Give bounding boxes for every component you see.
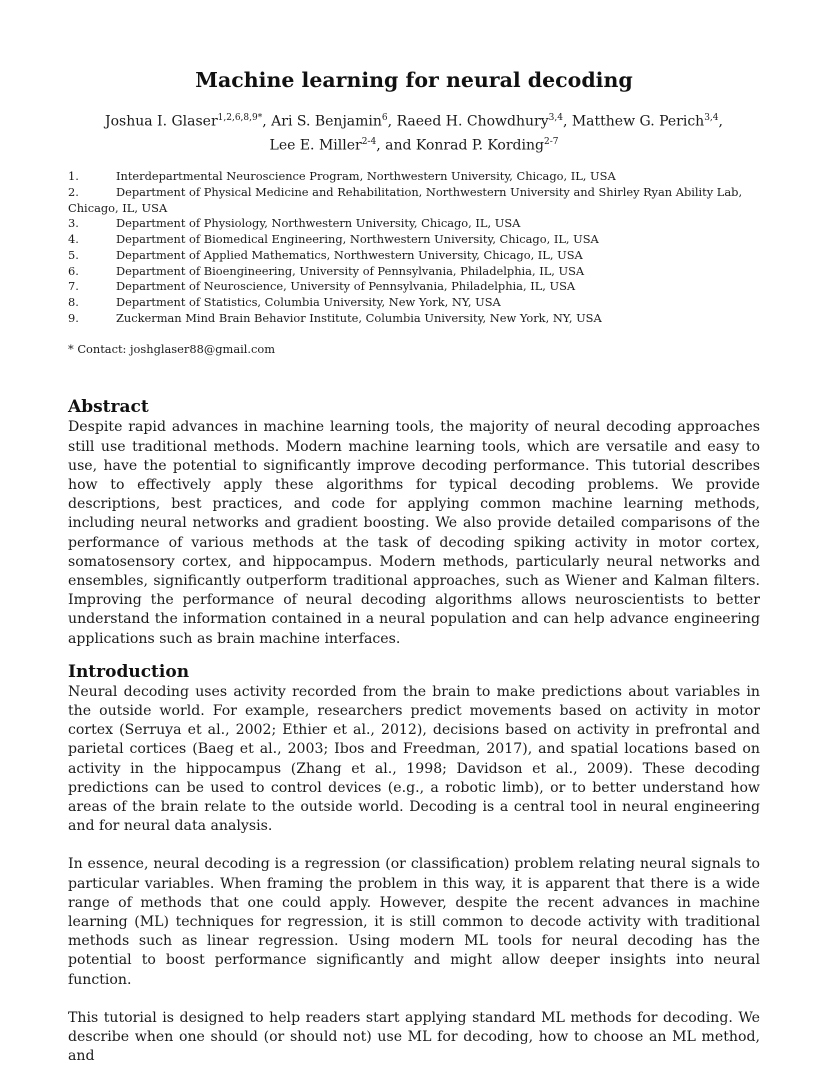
- affiliation-item: [68, 185, 760, 216]
- affiliation-text: Department of Applied Mathematics, Northwestern University, Chicago, IL, USA: [116, 247, 583, 262]
- affiliation-text: Interdepartmental Neuroscience Program, Northwestern University, Chicago, IL, USA: [116, 169, 616, 184]
- author-affiliation-marks: 2-4: [361, 136, 377, 147]
- author-affiliation-marks: 3,4: [704, 113, 719, 123]
- affiliation-item: [68, 311, 760, 327]
- author-separator: ,: [562, 113, 572, 130]
- paper-page: [68, 66, 760, 1066]
- affiliation-number: 6.: [68, 263, 79, 278]
- affiliation-text: Department of Biomedical Engineering, Northwestern University, Chicago, IL, USA: [116, 232, 599, 247]
- affiliation-number: 5.: [68, 247, 79, 262]
- affiliation-item: [68, 169, 760, 185]
- author-line-1: [68, 108, 760, 132]
- affiliation-item: [68, 264, 760, 280]
- author-separator: , and: [376, 137, 416, 154]
- author-separator: ,: [718, 113, 723, 130]
- affiliation-number: 4.: [68, 232, 79, 247]
- contact-email: * Contact: joshglaser88@gmail.com: [68, 342, 276, 357]
- affiliation-number: 7.: [68, 279, 79, 294]
- affiliation-item: [68, 279, 760, 295]
- author-affiliation-marks: 2-7: [543, 136, 559, 147]
- affiliation-item: [68, 232, 760, 248]
- author-affiliation-marks: 6: [381, 113, 388, 123]
- affiliation-text: Department of Statistics, Columbia University, New York, NY, USA: [116, 294, 501, 309]
- affiliation-number: 2.: [68, 185, 79, 200]
- affiliation-number: 9.: [68, 310, 79, 325]
- affiliation-text: Department of Bioengineering, University of Pennsylvania, Philadelphia, IL, USA: [116, 263, 585, 278]
- affiliation-number: 8.: [68, 294, 79, 309]
- author-line-2: [68, 132, 760, 156]
- affiliation-item: [68, 248, 760, 264]
- affiliation-number: 1.: [68, 169, 79, 184]
- abstract-text: Despite rapid advances in machine learning tools, the majority of neural decoding approaches still use traditional methods. Modern machine learning tools, which are versatile and easy to use, have the potential to significantly improve decoding performance. This tutorial describes how to effectively apply these algorithms for typical decoding problems. We provide descriptions, best practices, and code for applying common machine learning methods, including neural networks and gradient boosting. We also provide detailed comparisons of the performance of various methods at the task of decoding spiking activity in motor cortex, somatosensory cortex, and hippocampus. Modern methods, particularly neural networks and ensembles, significantly outperform traditional approaches, such as Wiener and Kalman filters. Improving the performance of neural decoding algorithms allows neuroscientists to better understand the information contained in a neural population and can help advance engineering applications such as brain machine interfaces.: [68, 419, 760, 647]
- intro-paragraph: This tutorial is designed to help readers start applying standard ML methods for decoding. We describe when one should (or should not) use ML for decoding, how to choose an ML method, and: [68, 1009, 760, 1065]
- affiliation-list: [68, 169, 760, 326]
- affiliation-item: [68, 295, 760, 311]
- author-separator: ,: [387, 113, 397, 130]
- author-affiliation-marks: 1,2,6,8,9*: [217, 113, 263, 123]
- author-affiliation-marks: 3,4: [548, 113, 563, 123]
- affiliation-text: Department of Physiology, Northwestern University, Chicago, IL, USA: [116, 216, 521, 231]
- author-name: Joshua I. Glaser: [105, 113, 218, 130]
- affiliation-number: 3.: [68, 216, 79, 231]
- introduction-heading: Introduction: [68, 661, 190, 682]
- intro-paragraph: Neural decoding uses activity recorded from the brain to make predictions about variables in the outside world. For example, researchers predict movements based on activity in motor cortex (Serruya et al., 2002; Ethier et al., 2012), decisions based on activity in prefrontal and parietal cortices (Baeg et al., 2003; Ibos and Freedman, 2017), and spatial locations based on activity in the hippocampus (Zhang et al., 1998; Davidson et al., 2009). These decoding predictions can be used to control devices (e.g., a robotic limb), or to better understand how areas of the brain relate to the outside world. Decoding is a central tool in neural engineering and for neural data analysis.: [68, 683, 760, 835]
- author-name: Raeed H. Chowdhury: [396, 113, 549, 130]
- author-name: Konrad P. Kording: [415, 137, 544, 154]
- author-name: Matthew G. Perich: [571, 113, 705, 130]
- intro-paragraph: In essence, neural decoding is a regression (or classification) problem relating neural signals to particular variables. When framing the problem in this way, it is apparent that there is a wide range of methods that one could apply. However, despite the recent advances in machine learning (ML) techniques for regression, it is still common to decode activity with traditional methods such as linear regression. Using modern ML tools for neural decoding has the potential to boost performance significantly and might allow deeper insights into neural function.: [68, 856, 760, 988]
- author-list: [68, 108, 760, 155]
- affiliation-text: Zuckerman Mind Brain Behavior Institute, Columbia University, New York, NY, USA: [116, 310, 602, 325]
- author-name: Ari S. Benjamin: [271, 113, 382, 130]
- abstract-heading: Abstract: [68, 397, 149, 418]
- affiliation-text: Department of Neuroscience, University of Pennsylvania, Philadelphia, IL, USA: [116, 279, 576, 294]
- affiliation-text: Department of Physical Medicine and Rehabilitation, Northwestern University and Shirley Ryan Ability Lab, Chicago, IL, USA: [68, 185, 743, 215]
- author-name: Lee E. Miller: [269, 137, 362, 154]
- author-separator: ,: [262, 113, 272, 130]
- paper-title: Machine learning for neural decoding: [195, 68, 633, 92]
- affiliation-item: [68, 216, 760, 232]
